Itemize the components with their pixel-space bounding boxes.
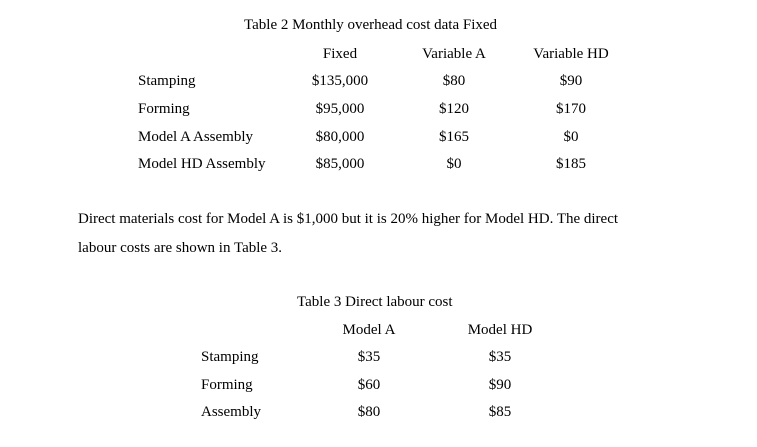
table3-row-label: Forming xyxy=(201,377,253,393)
table2-row-label: Stamping xyxy=(138,73,196,89)
table2-row-label: Model A Assembly xyxy=(138,129,254,145)
table3-caption: Table 3 Direct labour cost xyxy=(297,294,453,310)
table2-caption: Table 2 Monthly overhead cost data Fixed xyxy=(244,17,498,33)
table2-cell-variable-a: $120 xyxy=(439,101,469,117)
table3-cell-model-hd: $85 xyxy=(488,404,512,420)
table2-cell-fixed: $135,000 xyxy=(311,73,369,89)
table3-row-label: Assembly xyxy=(201,404,261,420)
paragraph-line: labour costs are shown in Table 3. xyxy=(78,240,283,256)
table2-row-label: Model HD Assembly xyxy=(138,156,266,172)
table3-cell-model-a: $80 xyxy=(357,404,381,420)
table2-cell-variable-a: $165 xyxy=(439,129,469,145)
table2-row-label: Forming xyxy=(138,101,190,117)
table2-cell-variable-a: $80 xyxy=(442,73,466,89)
paragraph-line: Direct materials cost for Model A is $1,000 but it is 20% higher for Model HD. The direct xyxy=(78,211,619,227)
table2-header-fixed: Fixed xyxy=(322,46,358,62)
table3-cell-model-hd: $90 xyxy=(488,377,512,393)
table3-row-label: Stamping xyxy=(201,349,259,365)
table2-header-variable-hd: Variable HD xyxy=(533,46,609,62)
table2-cell-variable-hd: $185 xyxy=(556,156,586,172)
table3-cell-model-a: $35 xyxy=(357,349,381,365)
table3-cell-model-hd: $35 xyxy=(488,349,512,365)
table2-cell-variable-a: $0 xyxy=(446,156,462,172)
table2-cell-variable-hd: $90 xyxy=(559,73,583,89)
table2-cell-fixed: $80,000 xyxy=(315,129,365,145)
table3-header-model-hd: Model HD xyxy=(467,322,533,338)
table2-cell-variable-hd: $170 xyxy=(556,101,586,117)
table3-cell-model-a: $60 xyxy=(357,377,381,393)
table2-header-variable-a: Variable A xyxy=(422,46,486,62)
table2-cell-variable-hd: $0 xyxy=(563,129,579,145)
table2-cell-fixed: $85,000 xyxy=(315,156,365,172)
table2-cell-fixed: $95,000 xyxy=(315,101,365,117)
table3-header-model-a: Model A xyxy=(342,322,396,338)
